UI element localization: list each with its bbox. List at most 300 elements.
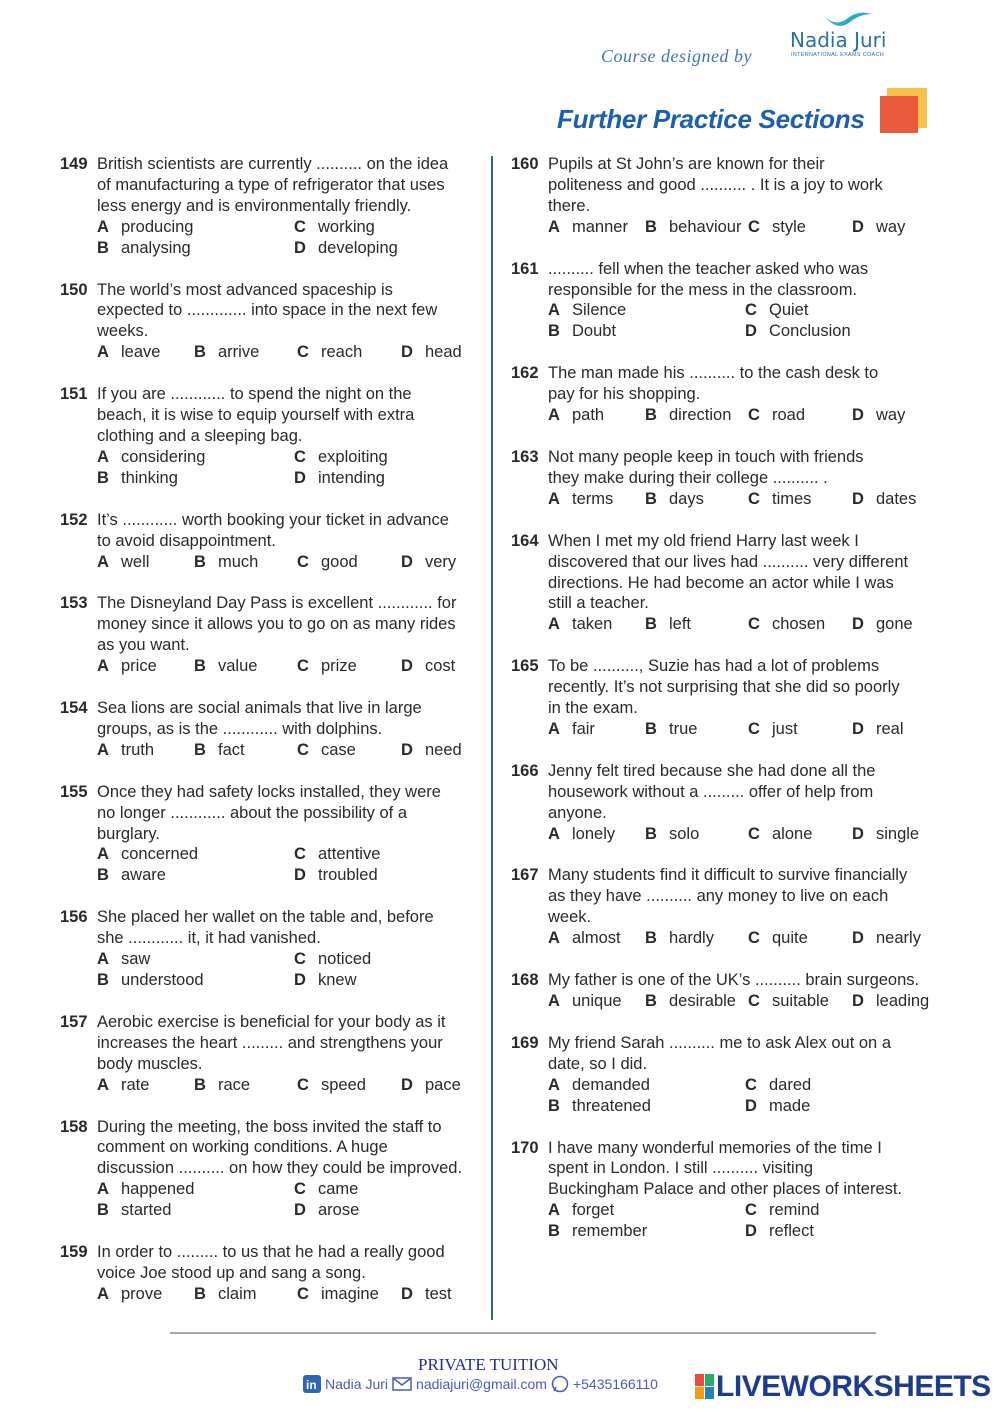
option-letter: D <box>294 468 306 487</box>
answer-options <box>97 844 485 886</box>
option-letter: B <box>194 740 206 759</box>
option-text: thinking <box>121 468 178 487</box>
option-a[interactable] <box>97 1284 194 1305</box>
option-d[interactable] <box>745 1096 936 1117</box>
option-text: path <box>572 406 605 425</box>
question-text-line: voice Joe stood up and sang a song. <box>97 1263 366 1282</box>
question-text-line: as you want. <box>97 636 190 655</box>
option-b[interactable] <box>645 824 748 845</box>
option-text: forget <box>572 1201 615 1220</box>
question-text-line: Not many people keep in touch with friends <box>548 447 864 466</box>
option-text: chosen <box>772 615 826 634</box>
option-b[interactable] <box>548 1096 745 1117</box>
option-letter: C <box>297 343 309 362</box>
option-d[interactable] <box>852 991 936 1012</box>
email-icon <box>392 1376 412 1392</box>
option-text: alone <box>772 824 813 843</box>
option-c[interactable] <box>748 217 852 238</box>
question-153 <box>60 593 485 677</box>
option-text: noticed <box>318 950 372 969</box>
linkedin-name[interactable]: Nadia Juri <box>325 1376 389 1392</box>
option-c[interactable] <box>294 844 485 865</box>
question-number: 152 <box>60 510 88 529</box>
option-letter: C <box>748 615 760 634</box>
option-text: troubled <box>318 866 378 885</box>
question-text-line: Jenny felt tired because she had done all the <box>548 761 876 780</box>
option-letter: B <box>645 615 657 634</box>
option-c[interactable] <box>294 949 485 970</box>
option-text: exploiting <box>318 447 388 466</box>
option-text: came <box>318 1180 359 1199</box>
question-156 <box>60 907 485 991</box>
option-b[interactable] <box>645 217 748 238</box>
option-text: way <box>876 406 906 425</box>
question-text-line: of manufacturing a type of refrigerator that uses <box>97 175 445 194</box>
option-c[interactable] <box>294 447 485 468</box>
question-text-line: there. <box>548 196 591 215</box>
question-text-line: less energy and is environmentally friendly. <box>97 196 412 215</box>
option-d[interactable] <box>401 1075 485 1096</box>
option-text: attentive <box>318 845 381 864</box>
question-text-line: The man made his .......... to the cash desk to <box>548 364 879 383</box>
option-text: left <box>669 615 692 634</box>
question-text-line: recently. It’s not surprising that she did so poorly <box>548 678 900 697</box>
option-letter: D <box>401 657 413 676</box>
option-letter: B <box>645 489 657 508</box>
logo-name: Nadia Juri <box>790 28 887 52</box>
option-letter: D <box>852 824 864 843</box>
option-c[interactable] <box>297 740 401 761</box>
option-c[interactable] <box>297 552 401 573</box>
question-text-line: Pupils at St John’s are known for their <box>548 155 825 173</box>
option-c[interactable] <box>748 489 852 510</box>
answer-options <box>97 1284 485 1305</box>
option-text: times <box>772 489 812 508</box>
question-number: 169 <box>511 1033 539 1052</box>
option-a[interactable] <box>97 740 194 761</box>
option-letter: D <box>745 322 757 341</box>
option-c[interactable] <box>745 1200 936 1221</box>
option-letter: B <box>97 866 109 885</box>
option-text: way <box>876 217 906 236</box>
option-d[interactable] <box>401 342 485 363</box>
option-letter: A <box>548 719 560 738</box>
option-text: gone <box>876 615 913 634</box>
question-text-line: spent in London. I still .......... visiting <box>548 1159 814 1178</box>
section-title: Further Practice Sections <box>557 104 865 134</box>
option-text: dates <box>876 489 917 508</box>
question-text-line: no longer ............ about the possibility of a <box>97 803 408 822</box>
option-text: very <box>425 552 457 571</box>
option-letter: C <box>297 552 309 571</box>
option-letter: D <box>852 406 864 425</box>
option-text: considering <box>121 447 206 466</box>
option-b[interactable] <box>194 740 297 761</box>
option-a[interactable] <box>97 342 194 363</box>
option-c[interactable] <box>748 405 852 426</box>
option-a[interactable] <box>548 300 745 321</box>
option-letter: B <box>97 1201 109 1220</box>
option-text: single <box>876 824 920 843</box>
option-c[interactable] <box>745 300 936 321</box>
option-text: started <box>121 1201 172 1220</box>
option-c[interactable] <box>294 1179 485 1200</box>
answer-options <box>548 928 936 949</box>
option-letter: B <box>194 552 206 571</box>
option-b[interactable] <box>194 552 297 573</box>
option-letter: B <box>645 929 657 948</box>
question-text-line: When I met my old friend Harry last week I <box>548 531 859 550</box>
option-text: truth <box>121 740 155 759</box>
option-letter: A <box>548 406 560 425</box>
question-157 <box>60 1012 485 1096</box>
option-d[interactable] <box>852 614 936 635</box>
option-b[interactable] <box>97 468 294 489</box>
question-text-line: as they have .......... any money to live on each <box>548 887 889 906</box>
question-text-line: My father is one of the UK’s .......... brain surgeons. <box>548 971 920 990</box>
option-b[interactable] <box>548 1221 745 1242</box>
option-letter: D <box>401 552 413 571</box>
option-letter: A <box>97 1284 109 1303</box>
answer-options <box>97 1075 485 1096</box>
option-c[interactable] <box>297 1284 401 1305</box>
option-b[interactable] <box>645 489 748 510</box>
option-c[interactable] <box>748 928 852 949</box>
question-text-line: Sea lions are social animals that live in large <box>97 699 422 718</box>
question-169 <box>511 1033 936 1117</box>
option-letter: C <box>748 719 760 738</box>
option-a[interactable] <box>548 614 645 635</box>
answer-options <box>97 1179 485 1221</box>
question-text-line: clothing and a sleeping bag. <box>97 426 303 445</box>
option-text: road <box>772 406 806 425</box>
option-text: fair <box>572 719 595 738</box>
question-text-line: In order to ......... to us that he had a really good <box>97 1243 445 1262</box>
option-a[interactable] <box>97 217 294 238</box>
liveworksheets-logo-icon <box>695 1374 715 1400</box>
option-letter: A <box>97 845 109 864</box>
question-number: 155 <box>60 782 88 801</box>
email-link[interactable]: nadiajuri@gmail.com <box>416 1376 547 1392</box>
option-letter: A <box>548 1201 560 1220</box>
question-number: 158 <box>60 1117 88 1136</box>
option-d[interactable] <box>401 1284 485 1305</box>
question-number: 156 <box>60 908 88 927</box>
option-text: made <box>769 1096 811 1115</box>
question-number: 163 <box>511 447 539 466</box>
option-d[interactable] <box>852 824 936 845</box>
option-letter: A <box>548 217 560 236</box>
option-a[interactable] <box>548 1200 745 1221</box>
option-letter: B <box>194 343 206 362</box>
question-text-line: weeks. <box>97 322 149 341</box>
question-162 <box>511 363 936 426</box>
question-text-line: She placed her wallet on the table and, before <box>97 908 434 927</box>
option-text: cost <box>425 657 456 676</box>
question-number: 167 <box>511 866 539 885</box>
answer-options <box>97 342 485 363</box>
option-letter: C <box>294 447 306 466</box>
answer-options <box>548 300 936 342</box>
option-d[interactable] <box>401 552 485 573</box>
option-text: almost <box>572 929 621 948</box>
option-letter: D <box>852 489 864 508</box>
question-158 <box>60 1117 485 1222</box>
question-text-line: they make during their college .......... . <box>548 468 828 487</box>
question-text-line: housework without a ......... offer of help from <box>548 782 874 801</box>
question-number: 162 <box>511 364 539 383</box>
option-letter: D <box>401 740 413 759</box>
option-letter: D <box>401 343 413 362</box>
option-text: developing <box>318 238 398 257</box>
option-a[interactable] <box>548 991 645 1012</box>
question-170 <box>511 1138 936 1243</box>
option-b[interactable] <box>194 1284 297 1305</box>
option-text: Conclusion <box>769 322 851 341</box>
option-d[interactable] <box>852 719 936 740</box>
option-a[interactable] <box>97 949 294 970</box>
option-c[interactable] <box>297 1075 401 1096</box>
question-163 <box>511 447 936 510</box>
option-text: prize <box>321 657 357 676</box>
question-text-line: discussion .......... on how they could be improved. <box>97 1159 463 1178</box>
option-letter: D <box>294 971 306 989</box>
option-c[interactable] <box>745 1075 936 1096</box>
option-letter: B <box>645 992 657 1010</box>
option-a[interactable] <box>97 447 294 468</box>
option-text: speed <box>321 1075 366 1094</box>
option-b[interactable] <box>97 1200 294 1221</box>
footer-rule <box>170 1332 876 1334</box>
option-text: suitable <box>772 992 829 1010</box>
question-number: 149 <box>60 155 88 173</box>
option-b[interactable] <box>97 238 294 259</box>
option-text: knew <box>318 971 357 989</box>
option-d[interactable] <box>401 740 485 761</box>
question-168 <box>511 970 936 1012</box>
option-d[interactable] <box>294 970 485 991</box>
option-c[interactable] <box>297 656 401 677</box>
option-a[interactable] <box>97 656 194 677</box>
option-c[interactable] <box>748 614 852 635</box>
option-b[interactable] <box>548 321 745 342</box>
option-c[interactable] <box>297 342 401 363</box>
question-text-line: increases the heart ......... and strengthens your <box>97 1033 443 1052</box>
option-letter: A <box>548 301 560 320</box>
question-text-line: week. <box>548 908 592 927</box>
option-c[interactable] <box>294 217 485 238</box>
question-number: 154 <box>60 699 88 718</box>
option-letter: A <box>97 217 109 236</box>
option-letter: C <box>297 657 309 676</box>
option-a[interactable] <box>548 928 645 949</box>
option-letter: D <box>852 217 864 236</box>
option-letter: A <box>97 740 109 759</box>
option-text: desirable <box>669 992 736 1010</box>
question-text-line: It’s ............ worth booking your ticket in advance <box>97 510 449 529</box>
option-letter: C <box>294 950 306 969</box>
option-letter: D <box>294 866 306 885</box>
option-letter: C <box>745 1201 757 1220</box>
option-d[interactable] <box>852 489 936 510</box>
option-d[interactable] <box>401 656 485 677</box>
option-text: well <box>121 552 150 571</box>
option-d[interactable] <box>852 405 936 426</box>
option-letter: B <box>97 238 109 257</box>
option-a[interactable] <box>548 489 645 510</box>
option-text: case <box>321 740 356 759</box>
option-text: value <box>218 657 258 676</box>
option-a[interactable] <box>97 1179 294 1200</box>
question-155 <box>60 782 485 887</box>
option-letter: B <box>97 971 109 989</box>
question-number: 159 <box>60 1243 88 1262</box>
option-text: test <box>425 1284 452 1303</box>
option-text: demanded <box>572 1075 650 1094</box>
option-letter: C <box>748 489 760 508</box>
question-text-line: To be .........., Suzie has had a lot of problems <box>548 657 880 676</box>
question-text-line: anyone. <box>548 803 607 822</box>
option-text: true <box>669 719 698 738</box>
question-text-line: During the meeting, the boss invited the staff to <box>97 1117 442 1136</box>
question-text-line: I have many wonderful memories of the time I <box>548 1138 882 1157</box>
option-text: Quiet <box>769 301 809 320</box>
answer-options <box>548 991 936 1012</box>
question-text-line: comment on working conditions. A huge <box>97 1138 388 1157</box>
question-161 <box>511 259 936 343</box>
option-text: leading <box>876 992 930 1010</box>
question-text-line: The Disneyland Day Pass is excellent ............ for <box>97 594 457 613</box>
option-letter: A <box>97 1180 109 1199</box>
option-d[interactable] <box>745 1221 936 1242</box>
option-b[interactable] <box>645 719 748 740</box>
option-b[interactable] <box>645 991 748 1012</box>
contact-bar <box>303 1375 658 1393</box>
option-text: price <box>121 657 157 676</box>
option-d[interactable] <box>294 468 485 489</box>
question-text-line: British scientists are currently .......... on the idea <box>97 155 449 173</box>
option-d[interactable] <box>294 1200 485 1221</box>
question-text-line: to avoid disappointment. <box>97 531 276 550</box>
option-text: claim <box>218 1284 257 1303</box>
option-d[interactable] <box>852 928 936 949</box>
answer-options <box>97 217 485 259</box>
option-b[interactable] <box>97 865 294 886</box>
option-c[interactable] <box>748 824 852 845</box>
option-letter: D <box>852 992 864 1010</box>
question-text-line: burglary. <box>97 824 160 843</box>
phone-number[interactable]: +5435166110 <box>572 1376 658 1392</box>
option-a[interactable] <box>97 552 194 573</box>
option-b[interactable] <box>645 614 748 635</box>
question-160 <box>511 154 936 238</box>
option-text: quite <box>772 929 808 948</box>
option-text: aware <box>121 866 166 885</box>
option-text: need <box>425 740 462 759</box>
question-167 <box>511 865 936 949</box>
option-letter: B <box>548 1222 560 1241</box>
option-letter: C <box>748 929 760 948</box>
option-letter: D <box>745 1096 757 1115</box>
question-text-line: in the exam. <box>548 699 638 718</box>
option-a[interactable] <box>548 217 645 238</box>
option-c[interactable] <box>748 719 852 740</box>
option-a[interactable] <box>548 719 645 740</box>
option-text: imagine <box>321 1284 379 1303</box>
option-a[interactable] <box>548 1075 745 1096</box>
option-b[interactable] <box>194 656 297 677</box>
option-text: unique <box>572 992 622 1010</box>
question-number: 160 <box>511 155 539 173</box>
option-text: arose <box>318 1201 360 1220</box>
option-text: terms <box>572 489 614 508</box>
question-number: 166 <box>511 761 539 780</box>
option-letter: D <box>294 1201 306 1220</box>
option-b[interactable] <box>194 342 297 363</box>
option-letter: B <box>548 322 560 341</box>
option-a[interactable] <box>548 824 645 845</box>
option-text: prove <box>121 1284 163 1303</box>
option-b[interactable] <box>645 405 748 426</box>
answer-options <box>548 1075 936 1117</box>
option-text: reach <box>321 343 363 362</box>
whatsapp-icon <box>551 1375 569 1393</box>
option-letter: A <box>97 447 109 466</box>
option-letter: D <box>745 1222 757 1241</box>
question-text-line: Many students find it difficult to survive financially <box>548 866 908 885</box>
option-b[interactable] <box>645 928 748 949</box>
option-letter: C <box>297 1075 309 1094</box>
option-a[interactable] <box>97 1075 194 1096</box>
question-text-line: Once they had safety locks installed, they were <box>97 782 441 801</box>
question-text-line: Buckingham Palace and other places of interest. <box>548 1180 903 1199</box>
question-number: 170 <box>511 1138 539 1157</box>
option-b[interactable] <box>97 970 294 991</box>
option-d[interactable] <box>852 217 936 238</box>
question-text-line: she ............ it, it had vanished. <box>97 929 321 948</box>
option-a[interactable] <box>97 844 294 865</box>
question-number: 151 <box>60 385 88 404</box>
option-d[interactable] <box>745 321 936 342</box>
answer-options <box>97 552 485 573</box>
option-a[interactable] <box>548 405 645 426</box>
option-text: lonely <box>572 824 616 843</box>
question-number: 161 <box>511 259 539 278</box>
question-164 <box>511 531 936 636</box>
question-text-line: pay for his shopping. <box>548 385 701 404</box>
option-text: threatened <box>572 1096 651 1115</box>
question-151 <box>60 384 485 489</box>
option-c[interactable] <box>748 991 852 1012</box>
option-letter: A <box>548 615 560 634</box>
option-text: behaviour <box>669 217 742 236</box>
option-text: concerned <box>121 845 199 864</box>
option-d[interactable] <box>294 865 485 886</box>
option-d[interactable] <box>294 238 485 259</box>
answer-options <box>548 405 936 426</box>
option-text: happened <box>121 1180 195 1199</box>
option-letter: D <box>852 929 864 948</box>
option-letter: A <box>548 929 560 948</box>
question-text-line: body muscles. <box>97 1054 203 1073</box>
option-text: saw <box>121 950 151 969</box>
answer-options <box>97 656 485 677</box>
option-letter: B <box>194 1075 206 1094</box>
option-text: hardly <box>669 929 714 948</box>
answer-options <box>548 614 936 635</box>
option-b[interactable] <box>194 1075 297 1096</box>
question-text-line: discovered that our lives had .......... very different <box>548 552 909 571</box>
